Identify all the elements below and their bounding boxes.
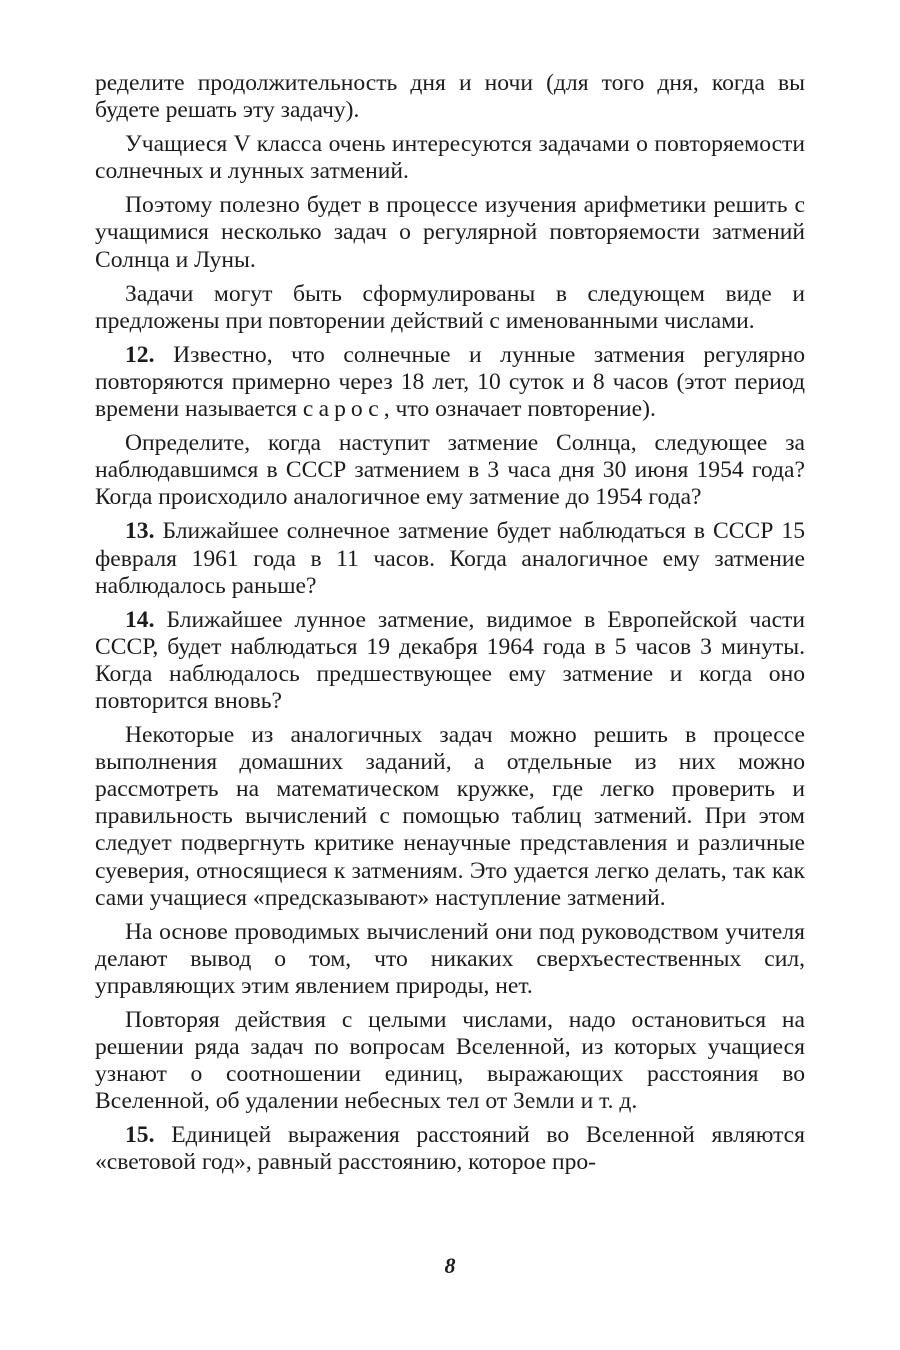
paragraph-universe: Повторяя действия с целыми числами, надо остановиться на решении ряда задач по вопросам Вселенной, из которых учащиеся узнают о соотношении единиц, выражающих расстояния во Вселенной, об удалении небесных тел от Земли и т. д.: [95, 1007, 805, 1115]
paragraph-task-formulation: Задачи могут быть сформулированы в следующем виде и предложены при повторении действий с именованными числами.: [95, 280, 805, 334]
problem-13-number: 13.: [125, 518, 155, 545]
problem-12-question: Определите, когда наступит затмение Солнца, следующее за наблюдавшимся в СССР затмением в 3 часа дня 30 июня 1954 года? Когда происходило аналогичное ему затмение до 1954 года?: [95, 430, 805, 511]
problem-12-term: сарос: [302, 396, 384, 423]
problem-12: [95, 342, 805, 423]
problem-13: [95, 518, 805, 599]
paragraph-arithmetic-tasks: Поэтому полезно будет в процессе изучения арифметики решить с учащимися несколько задач о регулярной повторяемости затмений Солнца и Луны.: [95, 192, 805, 273]
problem-12-text: Известно, что солнечные и лунные затмения регулярно повторяются примерно через 18 лет, 10 суток и 8 часов (этот период времени называется: [95, 341, 805, 423]
paragraph-continuation: ределите продолжительность дня и ночи (для того дня, когда вы будете решать эту задачу).: [95, 70, 805, 124]
problem-12-number: 12.: [125, 341, 155, 368]
page-number: 8: [444, 1253, 456, 1278]
problem-14-text: Ближайшее лунное затмение, видимое в Европейской части СССР, будет наблюдаться 19 декабря 1964 года в 5 часов 3 минуты. Когда наблюдалось предшествующее ему затмение и когда оно повторится вновь?: [95, 606, 805, 714]
problem-15-number: 15.: [125, 1122, 155, 1149]
paragraph-homework: Некоторые из аналогичных задач можно решить в процессе выполнения домашних заданий, а отдельные из них можно рассмотреть на математическом кружке, где легко проверить и правильность вычислений с помощью таблиц затмений. При этом следует подвергнуть критике ненаучные представления и различные суеверия, относящиеся к затмениям. Это удается легко делать, так как сами учащиеся «предсказывают» наступление затмений.: [95, 722, 805, 911]
problem-14-number: 14.: [125, 606, 155, 633]
page-body: [95, 70, 805, 1184]
problem-14: [95, 607, 805, 715]
paragraph-conclusion: На основе проводимых вычислений они под руководством учителя делают вывод о том, что никаких сверхъестественных сил, управляющих этим явлением природы, нет.: [95, 918, 805, 999]
problem-15: [95, 1122, 805, 1176]
problem-13-text: Ближайшее солнечное затмение будет наблюдаться в СССР 15 февраля 1961 года в 11 часов. Когда аналогичное ему затмение наблюдалось раньше?: [95, 518, 805, 599]
problem-12-text-end: , что означает повторение).: [383, 396, 656, 423]
problem-15-text: Единицей выражения расстояний во Вселенной являются «световой год», равный расстоянию, которое про-: [95, 1122, 806, 1176]
paragraph-eclipse-interest: Учащиеся V класса очень интересуются задачами о повторяемости солнечных и лунных затмений.: [95, 131, 805, 185]
